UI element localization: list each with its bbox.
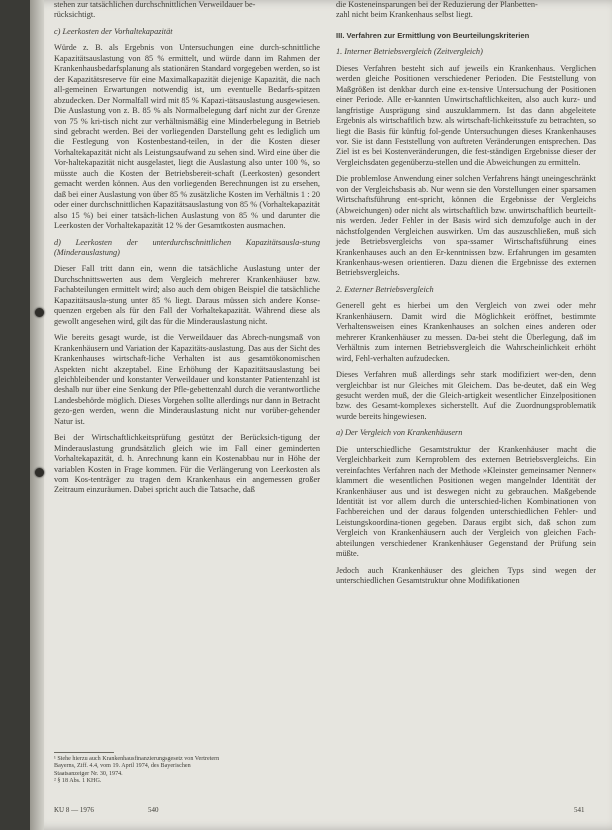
paragraph: Dieses Verfahren muß allerdings sehr stark modifiziert wer-den, denn vergleichbar ist nur Gleiches mit Gleichem. Das be-deutet, daß ein Weg gesucht werden muß, der die Gleich-artigkeit wesentlicher Einzelpositionen bzw. des Gesamt-komplexes sicherstellt. Auf die Zuordnungsproblematik wurde bereits hingewiesen. (336, 370, 596, 421)
paragraph: Wie bereits gesagt wurde, ist die Verweildauer das Abrech-nungsmaß von Krankenhäusern und Variation der Kapazitäts-auslastung. Das aus der Sicht des Krankenhauses wirtschaft-liche Verhalten ist aus gesamtökonomischen Aspekten nicht akzeptabel. Eine Erhöhung der Kapazitätsauslastung bei gleichbleibender und konstanter Verweildauer und konstanter Patientenzahl ist deshalb nur über eine Senkung der Pfle-gebettenzahl durch die verantwortliche Landesbehörde möglich. Dieses Vorgehen sollte allerdings nur dann in Betracht gezo-gen werden, wenn die Minderauslastung nicht nur vorüber-gehender Natur ist. (54, 333, 320, 426)
page-number-left: 540 (148, 806, 159, 814)
page-number-right: 541 (574, 806, 585, 814)
right-top-line: zahl nicht beim Krankenhaus selbst liegt. (336, 10, 473, 20)
binding-hole-icon (35, 468, 44, 477)
binding-hole-icon (35, 308, 44, 317)
paragraph: Jedoch auch Krankenhäuser des gleichen Typs sind wegen der unterschiedlichen Gesamtstruktur ohne Modifikationen (336, 565, 596, 586)
journal-issue: KU 8 — 1976 (54, 806, 94, 814)
footnote-2: ² § 18 Abs. 1 KHG. (54, 778, 102, 785)
book-page (30, 0, 612, 830)
book-gutter-shadow (30, 0, 44, 830)
section-heading-d: d) Leerkosten der unterdurchschnittlichen Kapazitätsausla-stung (Minderauslastung) (54, 237, 320, 257)
paragraph: Würde z. B. als Ergebnis von Untersuchungen eine durch-schnittliche Kapazitätsauslastung von 85 % ermittelt, und würde dann im Rahmen der Krankenhausbedarfsplanung als stationären Standard vorgegeben werden, so ist der Kapazitätsreserve für eine Maximalkapazität diejenige Kapazität, die nach all-gemeinen Erwartungen notwendig ist, um eventuelle Bedarfs-spitzen abzudecken. Der Normalfall wird mit 85 % Kapazi-tätsauslastung ausgewiesen. Die Auslastung von z. B. 85 % als Normalbelegung darf nicht zur der Grenze von 75 % kri-tisch nicht zur verhältnismäßig eine Minderbelegung in Betrieb sind gebracht werden. Bei der vorliegenden Darstellung geht es lediglich um die Festlegung von Kostenbestand-teilen, in der die Kosten dieser Vorhaltekapazität nicht als Leistungsaufwand zu sehen sind. Wird eine über die Vor-haltekapazität nicht ausgelastet, liegt die Auslastung also unter 100 %, so müsste auch die Kosten der Betriebsbereit-schaft (Leerkosten) gesondert gemacht werden können. Aus den vorliegenden Berechnungen ist zu ersehen, daß bei einer Auslastung von über 85 % zusätzliche Kosten im Verhältnis 1 : 20 oder einer durchschnittlichen Kapazitätsauslastung von 85 % (Vorhaltekapazität also 15 %) bei einer tatsäch-lichen Auslastung von 85 % und darunter die Leerkosten der Vorhaltekapazität 12 % der Gesamtkosten ausmachen. (54, 43, 320, 231)
left-top-line: stehen zur tatsächlichen durchschnittlichen Verweildauer be- (54, 0, 256, 9)
paragraph: Dieses Verfahren besteht sich auf jeweils ein Krankenhaus. Verglichen werden gleiche Positionen verschiedener Perioden. Die Feststellung von Maßgrößen ist denkbar durch eine ex-tensive Untersuchung der Positionen einer Periode. Alle er-kannten Unwirtschaftlichkeiten, also auch kurz- und langfristige Ausprägung sind auszuklammern. Ist das dann abgeleitete Ergebnis als wirtschaftlich bzw. als wirtschaft-lichkeitsstufe zu betrachten, so liegt die Basis für künftig fol-gende Untersuchungen dieses Krankenhauses vor. Sie ist dann Feststellung von auftreten Veränderungen entsprechen. Das Ziel ist es bei Kostenveränderungen, die fest-ständigen Ergebnisse dieser der Vergleichsdaten gegenüberzu-stellen und die Abweichungen zu ermitteln. (336, 63, 596, 167)
left-top-line: rücksichtigt. (54, 10, 96, 20)
footnotes (54, 756, 224, 786)
paragraph: Die problemlose Anwendung einer solchen Verfahrens hängt uneingeschränkt von der Vergleichsbasis ab. Nur wenn sie den Vorstellungen einer sparsamen Wirtschaftsführung ent-spricht, können die Ergebnisse der Vergleichs (Abweichungen) oder nicht als wirtschaftlich bzw. unwirtschaftlich beurteilt-nis werden. Jeder Fehler in der Basis wird sich demzufolge auch in der nächstfolgenden Vergleichen auswirken. Um das auszuschließen, muß sich jede Betriebsvergleichs von spa-ssamer Wirtschaftsführung eines Krankenhauses auch an den Er-kenntnissen bzw. Erfahrungen im gesamten Krankenhaus-wesen orientieren. Dazu dienen die Ergebnisse des externen Betriebsvergleichs. (336, 174, 596, 278)
footnote-divider (54, 752, 114, 753)
subsection-heading-2: 2. Externer Betriebsvergleich (336, 284, 434, 294)
footnote-1: ¹ Siehe hierzu auch Krankenhausfinanzierungsgesetz von Vertretern Bayerns, Ziff. 4.4, vom 19. April 1974, des Bayerischen Staatsanzeiger Nr. 30, 1974. (54, 756, 220, 777)
subsection-heading-1: 1. Interner Betriebsvergleich (Zeitvergleich) (336, 47, 483, 57)
subsection-heading-2a: a) Der Vergleich von Krankenhäusern (336, 428, 463, 438)
paragraph: Die unterschiedliche Gesamtstruktur der Krankenhäuser macht die Vergleichbarkeit zum Kernproblem des externen Betriebsvergleichs. Ein vereinfachtes Verfahren nach der Methode »Kleinster gemeinsamer Nenner« klammert die wesentlichen Positionen wegen mangelnder Identität der Krankenhäuser aus und ist deswegen nicht zu gebrauchen. Maßgebende Identität ist vor allem durch die unterschied-lichen Kombinationen von Fachbereichen und der daraus folgenden unterschiedlichen Fehler- und Leistungskoordina-tionen gegeben. Daraus ergibt sich, daß schon zum Vergleich von Krankenhäusern auch der Vergleich von gleichen Fach-abteilungen verschiedener Krankenhäuser Gegenstand der Prüfung sein müßte. (336, 444, 596, 559)
left-column (54, 0, 320, 496)
paragraph: Dieser Fall tritt dann ein, wenn die tatsächliche Auslastung unter der Durchschnittswerten aus dem Vergleich mehrerer Krankenhäuser bzw. Fachabteilungen ermittelt wird; also auch dem obigen Beispiel die tatsächliche Kapazitätsausla-stung unter 85 % liegt. Daraus müssen sich andere Konse-quenzen ergeben als für den Fall der Vorhaltekapazität. Während diese als gewollt angesehen wird, gilt das für die Minderauslastung nicht. (54, 264, 320, 326)
paragraph: Bei der Wirtschaftlichkeitsprüfung gestützt der Berücksich-tigung der Minderauslastung grundsätzlich gleich wie im Fall einer geminderten Vorhaltekapazität, d. h. Anrechnung kann ein Kostenabbau nur in Höhe der variablen Kosten in Frage kommen. Für die Verlängerung von Leerkosten als vom Kos-tenträger zu tragen dem Krankenhaus ein angemessen großer Zeitraum einzuräumen. Dabei spricht auch die Tatsache, daß (54, 433, 320, 495)
right-top-line: die Kosteneinsparungen bei der Reduzierung der Planbetten- (336, 0, 538, 9)
section-heading-c: c) Leerkosten der Vorhaltekapazität (54, 26, 173, 36)
paragraph: Generell geht es hierbei um den Vergleich von zwei oder mehr Krankenhäusern. Damit wird die Möglichkeit eröffnet, bestimmte Verhaltensweisen eines Krankenhauses an solchen eines anderen oder mehrerer Krankenhäuser zu messen. Da-bei steht die Überlegung, daß im Verhältnis zum internen Betriebsvergleich die Wahrscheinlichkeit erhöht wird, Fehl-verhalten aufzudecken. (336, 301, 596, 363)
right-column (336, 0, 596, 587)
section-heading-III: III. Verfahren zur Ermittlung von Beurteilungskriterien (336, 30, 530, 40)
